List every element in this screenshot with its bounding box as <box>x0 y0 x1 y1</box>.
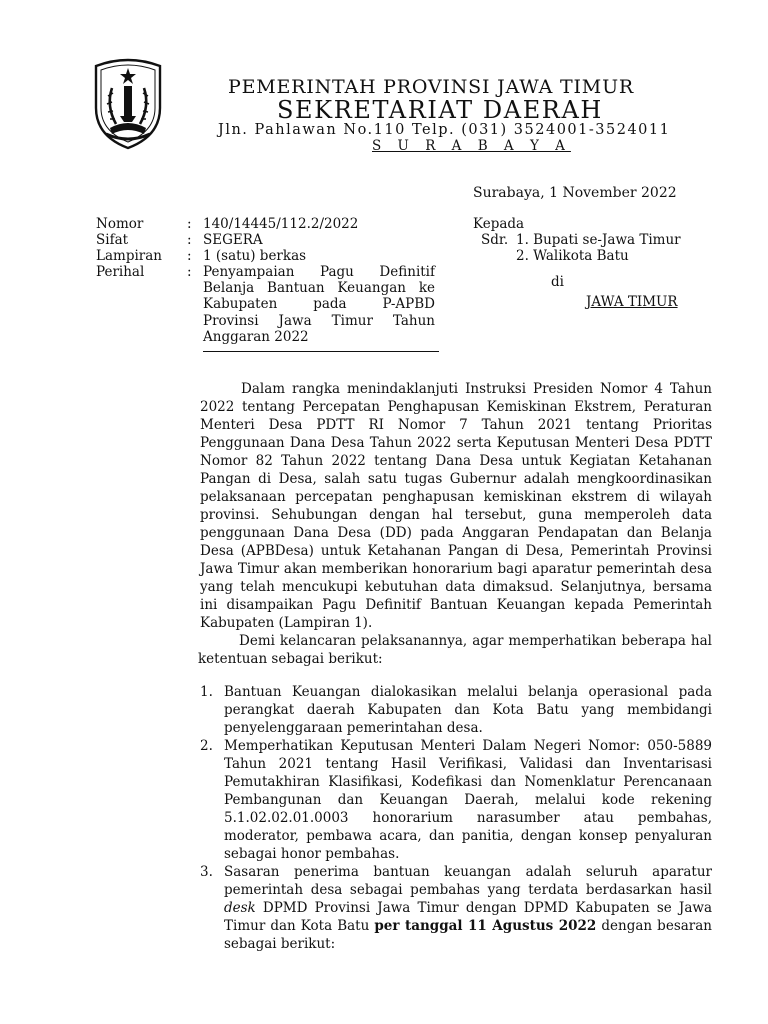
list-item-text-mid: DPMD Provinsi Jawa Timur dengan DPMD Kabupaten se Jawa Timur dan Kota Batu <box>224 900 712 934</box>
perihal-line: Kabupaten pada P-APBD <box>203 296 435 313</box>
meta-label: Lampiran <box>96 248 162 264</box>
meta-perihal-value <box>203 264 435 345</box>
recipient-place: JAWA TIMUR <box>586 294 678 310</box>
meta-colon: : <box>187 264 192 280</box>
letterhead-city: S U R A B A Y A <box>372 138 571 154</box>
recipient-sdr: Sdr. <box>481 232 509 248</box>
meta-nomor-value: 140/14445/112.2/2022 <box>203 216 359 232</box>
coat-of-arms-logo <box>90 58 166 150</box>
meta-colon: : <box>187 248 192 264</box>
meta-lampiran-value: 1 (satu) berkas <box>203 248 307 264</box>
letter-date: Surabaya, 1 November 2022 <box>473 185 677 201</box>
meta-colon: : <box>187 232 192 248</box>
recipient-di: di <box>551 274 564 290</box>
list-item-number: 1. <box>200 684 213 700</box>
recipient-block <box>473 216 681 310</box>
list-item-text-italic: desk <box>224 900 256 916</box>
recipient-2: 2. Walikota Batu <box>516 248 629 264</box>
meta-sifat-value: SEGERA <box>203 232 263 248</box>
letter-body <box>200 380 712 668</box>
perihal-line: Anggaran 2022 <box>203 328 309 345</box>
meta-colon: : <box>187 216 192 232</box>
list-item-text-post: dengan besaran sebagai berikut: <box>224 918 712 952</box>
body-paragraph-2: Demi kelancaran pelaksanannya, agar memperhatikan beberapa hal ketentuan sebagai berikut: <box>198 633 712 667</box>
list-item-text: Memperhatikan Keputusan Menteri Dalam Negeri Nomor: 050-5889 Tahun 2021 tentang Hasil Verifikasi, Validasi dan Inventarisasi Pemutakhiran Klasifikasi, Kodefikasi dan Nomenklatur Perencanaan Pembangunan dan Keuangan Daerah, melalui kode rekening 5.1.02.02.01.0003 honorarium narasumber atau pembahas, moderator, pembawa acara, dan panitia, dengan konsep penyaluran sebagai honor pembahas. <box>224 738 712 862</box>
recipient-kepada: Kepada <box>473 216 525 232</box>
list-item <box>200 737 712 863</box>
letterhead-office: SEKRETARIAT DAERAH <box>277 96 603 124</box>
recipient-1: 1. Bupati se-Jawa Timur <box>516 232 681 248</box>
meta-label: Nomor <box>96 216 144 232</box>
perihal-line: Provinsi Jawa Timur Tahun <box>203 312 435 329</box>
letterhead-address: Jln. Pahlawan No.110 Telp. (031) 3524001-3524011 <box>218 122 671 138</box>
body-paragraph-1: Dalam rangka menindaklanjuti Instruksi Presiden Nomor 4 Tahun 2022 tentang Percepatan Penghapusan Kemiskinan Ekstrem, Peraturan Menteri Desa PDTT RI Nomor 7 Tahun 2021 tentang Prioritas Penggunaan Dana Desa Tahun 2022 serta Keputusan Menteri Desa PDTT Nomor 82 Tahun 2022 tentang Dana Desa untuk Kegiatan Ketahanan Pangan di Desa, salah satu tugas Gubernur adalah mengkoordinasikan pelaksanaan percepatan penghapusan kemiskinan ekstrem di wilayah provinsi. Sehubungan dengan hal tersebut, guna memperoleh data penggunaan Dana Desa (DD) pada Anggaran Pendapatan dan Belanja Desa (APBDesa) untuk Ketahanan Pangan di Desa, Pemerintah Provinsi Jawa Timur akan memberikan honorarium bagi aparatur pemerintah desa yang telah mencukupi kebutuhan data dimaksud. Selanjutnya, bersama ini disampaikan Pagu Definitif Bantuan Keuangan kepada Pemerintah Kabupaten (Lampiran 1). <box>200 381 712 631</box>
provisions-list <box>200 683 712 953</box>
perihal-line: Belanja Bantuan Keuangan ke <box>203 280 435 297</box>
list-item-text: Bantuan Keuangan dialokasikan melalui belanja operasional pada perangkat daerah Kabupaten dan Kota Batu yang membidangi penyelenggaraan pemerintahan desa. <box>224 684 712 736</box>
list-item-number: 3. <box>200 864 213 880</box>
meta-label: Sifat <box>96 232 129 248</box>
list-item-number: 2. <box>200 738 213 754</box>
list-item-text-bold: per tanggal 11 Agustus 2022 <box>374 918 597 934</box>
list-item-text-pre: Sasaran penerima bantuan keuangan adalah seluruh aparatur pemerintah desa sebagai pembahas yang terdata berdasarkan hasil <box>224 864 712 898</box>
list-item <box>200 863 712 953</box>
meta-label: Perihal <box>96 264 145 280</box>
list-item <box>200 683 712 737</box>
perihal-underline <box>203 351 439 352</box>
letterhead-government: PEMERINTAH PROVINSI JAWA TIMUR <box>228 76 634 98</box>
perihal-line: Penyampaian Pagu Definitif <box>203 264 435 280</box>
